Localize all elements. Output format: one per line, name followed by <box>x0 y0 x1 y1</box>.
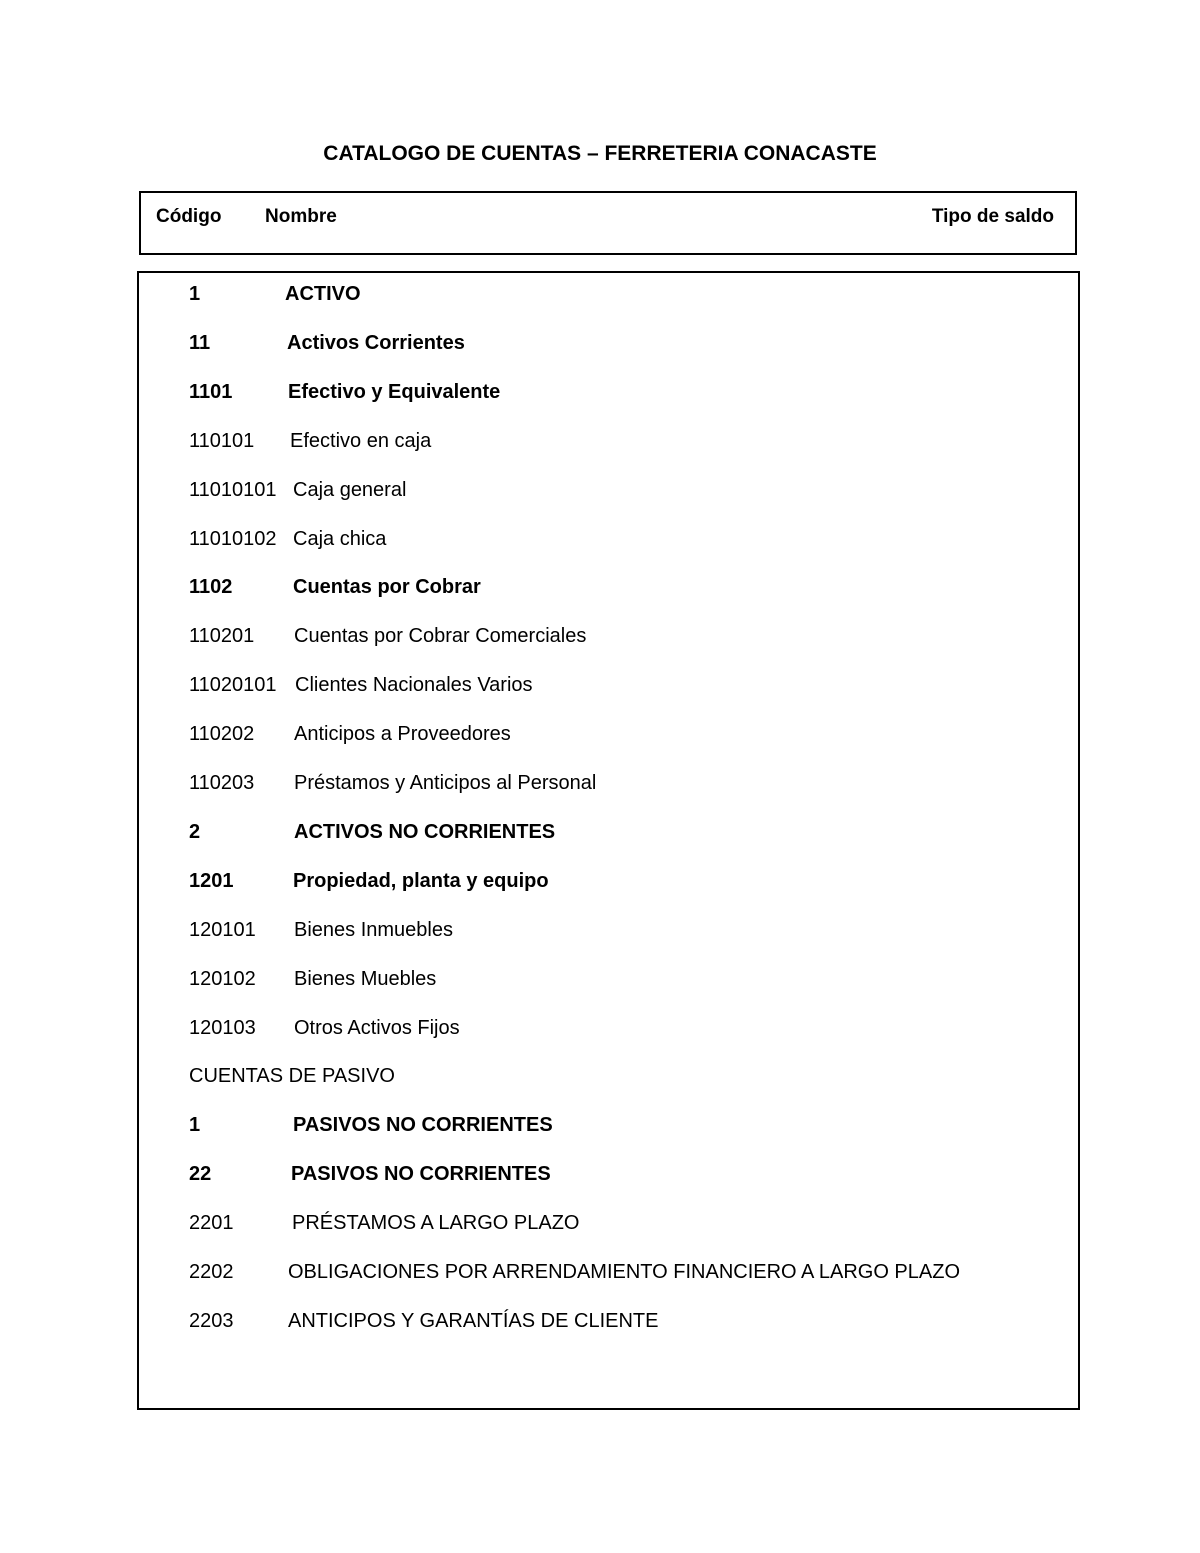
account-name: Cuentas por Cobrar Comerciales <box>294 625 587 648</box>
account-name: Cuentas por Cobrar <box>293 576 481 599</box>
account-code: 1201 <box>189 869 234 892</box>
account-code: 11 <box>189 331 211 354</box>
account-name: Efectivo en caja <box>290 429 432 452</box>
account-code: 2202 <box>189 1261 234 1283</box>
account-name: Bienes Inmuebles <box>294 918 453 941</box>
account-name: ANTICIPOS Y GARANTÍAS DE CLIENTE <box>288 1309 659 1332</box>
account-name: Caja general <box>293 478 407 501</box>
account-code: 22 <box>189 1163 212 1186</box>
account-name: Efectivo y Equivalente <box>288 380 501 403</box>
account-code: 2 <box>189 820 201 843</box>
account-name: Propiedad, planta y equipo <box>293 869 549 892</box>
column-header-box <box>139 191 1077 255</box>
account-name: Préstamos y Anticipos al Personal <box>294 772 597 794</box>
account-name: Caja chica <box>293 527 387 550</box>
account-code: 110201 <box>189 625 255 648</box>
account-code: 110203 <box>189 772 255 794</box>
account-name: PASIVOS NO CORRIENTES <box>291 1163 551 1186</box>
account-code: 2201 <box>189 1212 234 1235</box>
accounts-list <box>137 271 1080 1410</box>
account-code: 1 <box>189 1114 201 1137</box>
account-code: 1 <box>189 283 201 305</box>
section-heading: CUENTAS DE PASIVO <box>189 1065 395 1088</box>
document-title: CATALOGO DE CUENTAS – FERRETERIA CONACASTE <box>323 142 877 165</box>
account-name: Otros Activos Fijos <box>294 1016 460 1039</box>
account-code: 1102 <box>189 576 233 599</box>
account-name: Bienes Muebles <box>294 967 437 990</box>
account-code: 110202 <box>189 723 255 746</box>
account-code: 110101 <box>189 429 255 452</box>
account-code: 120103 <box>189 1016 256 1039</box>
account-name: ACTIVOS NO CORRIENTES <box>294 820 556 843</box>
account-name: Activos Corrientes <box>287 331 465 354</box>
account-name: ACTIVO <box>285 283 361 305</box>
account-code: 1101 <box>189 380 233 403</box>
account-code: 11020101 <box>189 674 277 697</box>
account-code: 120102 <box>189 967 256 990</box>
account-code: 11010101 <box>189 478 277 501</box>
account-name: PASIVOS NO CORRIENTES <box>293 1114 553 1137</box>
account-code: 11010102 <box>189 527 277 550</box>
account-code: 2203 <box>189 1309 234 1332</box>
column-header-name: Nombre <box>265 206 337 227</box>
account-name: Clientes Nacionales Varios <box>295 674 533 697</box>
column-header-balance-type: Tipo de saldo <box>931 206 1054 227</box>
account-name: Anticipos a Proveedores <box>294 723 511 746</box>
account-name: PRÉSTAMOS A LARGO PLAZO <box>292 1212 580 1235</box>
account-code: 120101 <box>189 918 256 941</box>
account-name: OBLIGACIONES POR ARRENDAMIENTO FINANCIERO A LARGO PLAZO <box>288 1261 961 1283</box>
column-header-code: Código <box>156 206 222 227</box>
